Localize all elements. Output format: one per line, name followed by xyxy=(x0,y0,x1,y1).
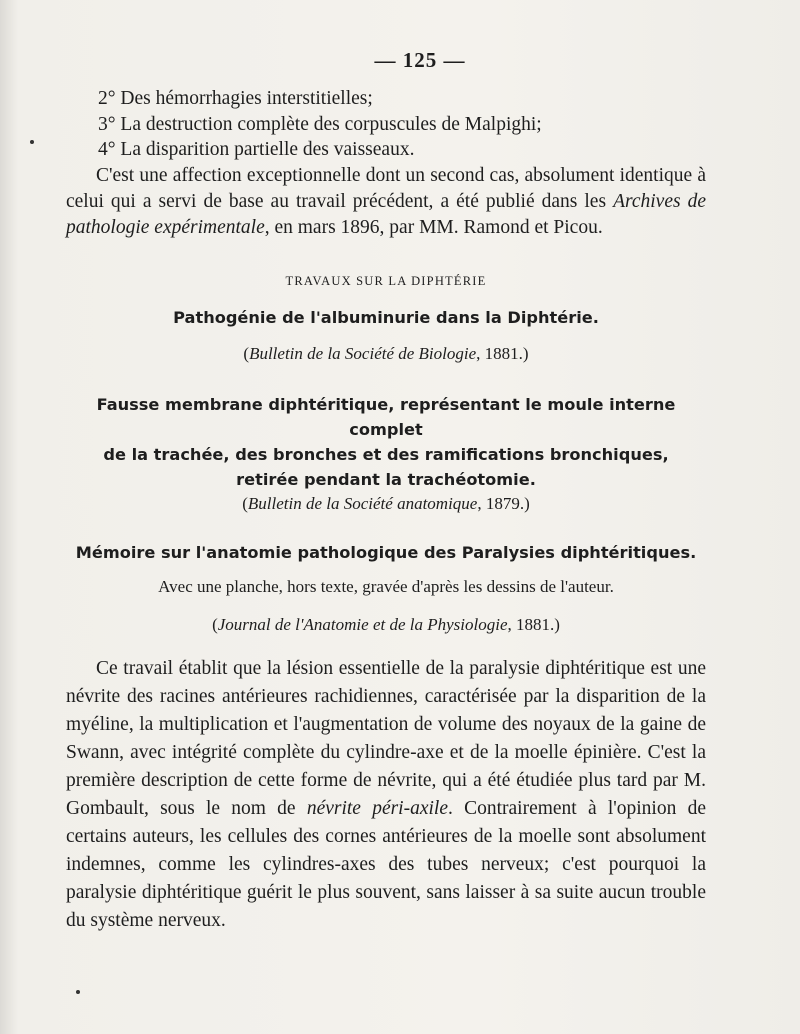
item1-title: Pathogénie de l'albuminurie dans la Diphtérie. xyxy=(173,307,599,327)
intro-journal: Archives de pathologie expérimentale xyxy=(66,190,706,238)
citation-rest: , 1881.) xyxy=(476,343,529,363)
list-item: 4° La disparition partielle des vaisseaux. xyxy=(98,139,415,160)
margin-mark xyxy=(30,140,34,144)
item2-title-line: retirée pendant la trachéotomie. xyxy=(236,469,536,489)
item3-citation xyxy=(66,615,706,635)
citation-rest: , 1879.) xyxy=(477,493,530,513)
item3-title: Mémoire sur l'anatomie pathologique des Paralysies diphtéritiques. xyxy=(75,542,697,562)
list-item: 2° Des hémorrhagies interstitielles; xyxy=(98,88,373,109)
margin-mark xyxy=(76,990,80,994)
body-text-end: . Contrairement à l'opinion de certains auteurs, les cellules des cornes antérieures de la moelle sont absolument indemnes, comme les cylindres-axes des tubes nerveux; c'est pourquoi la paralysie diphtéritique guérit le plus souvent, sans laisser à sa suite aucun trouble du système nerveux. xyxy=(66,797,706,931)
intro-text: C'est une affection exceptionnelle dont un second cas, absolument identique à celui qui a servi de base au travail précédent, a été publié dans les xyxy=(66,164,706,212)
citation-journal: Bulletin de la Société anatomique xyxy=(247,493,478,513)
citation-journal: Journal de l'Anatomie et de la Physiologie xyxy=(217,614,508,634)
item1-citation xyxy=(66,344,706,364)
citation-journal: Bulletin de la Société de Biologie xyxy=(249,343,477,363)
item2-title-line: Fausse membrane diphtéritique, représentant le moule interne complet xyxy=(96,394,676,439)
body-term: névrite péri-axile xyxy=(306,797,448,819)
section-heading: TRAVAUX SUR LA DIPHTÉRIE xyxy=(285,273,487,288)
body-text: Ce travail établit que la lésion essentielle de la paralysie diphtéritique est une névrite des racines antérieures rachidiennes, caractérisée par la disparition de la myéline, la multiplication et l'augmentation de volume des noyaux de la gaine de Swann, avec intégrité complète du cylindre-axe et de la moelle épinière. C'est la première description de cette forme de névrite, qui a été étudiée plus tard par M. Gombault, sous le nom de xyxy=(66,657,706,819)
citation-open: ( xyxy=(242,493,248,513)
list-item: 3° La destruction complète des corpuscules de Malpighi; xyxy=(98,113,542,135)
item3-note: Avec une planche, hors texte, gravée d'après les dessins de l'auteur. xyxy=(158,576,614,596)
page-content xyxy=(66,86,706,935)
citation-open: ( xyxy=(212,614,218,634)
body-paragraph xyxy=(66,655,706,935)
item2-citation xyxy=(66,494,706,514)
page-number: — 125 — xyxy=(374,48,466,72)
item2-title xyxy=(66,392,706,492)
item2-title-line: de la trachée, des bronches et des ramifications bronchiques, xyxy=(103,444,669,464)
citation-rest: , 1881.) xyxy=(507,614,560,634)
intro-text-end: , en mars 1896, par MM. Ramond et Picou. xyxy=(264,216,603,238)
citation-open: ( xyxy=(243,343,250,363)
intro-paragraph xyxy=(66,163,706,241)
